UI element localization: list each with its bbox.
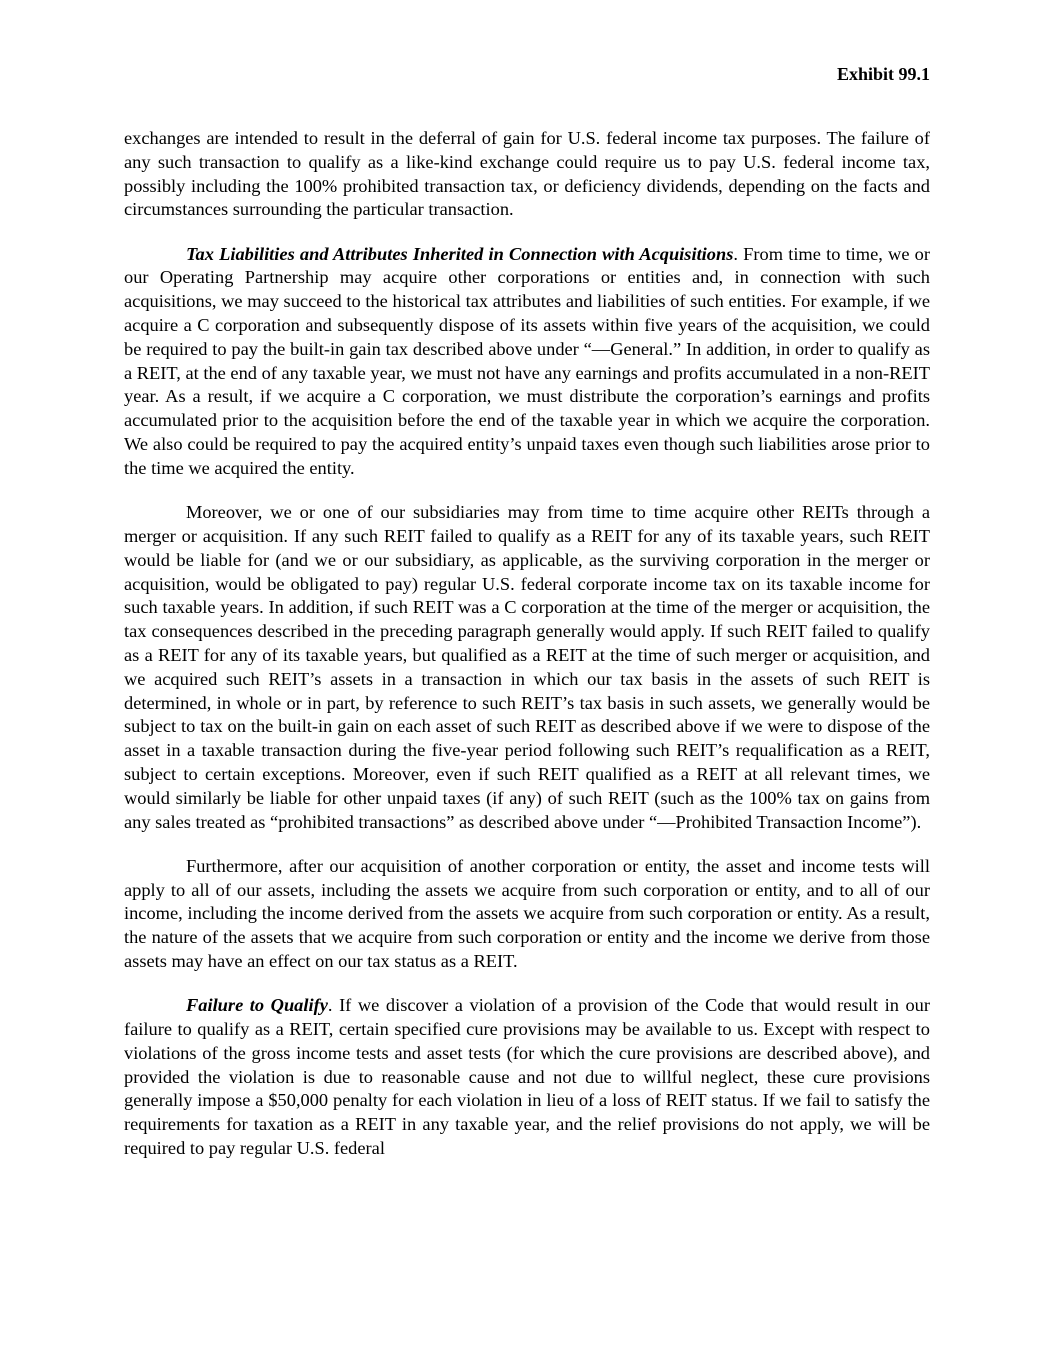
- paragraph-moreover: [124, 501, 930, 834]
- paragraph-text: exchanges are intended to result in the deferral of gain for U.S. federal income tax purposes. The failure of any such transaction to qualify as a like-kind exchange could require us to pay U.S. federal income tax, possibly including the 100% prohibited transaction tax, or deficiency dividends, depending on the facts and circumstances surrounding the particular transaction.: [124, 128, 930, 220]
- section-heading-tax-liabilities: Tax Liabilities and Attributes Inherited in Connection with Acquisitions: [186, 243, 734, 264]
- section-heading-failure-to-qualify: Failure to Qualify: [186, 995, 328, 1016]
- paragraph-text: Furthermore, after our acquisition of another corporation or entity, the asset and income tests will apply to all of our assets, including the assets we acquire from such corporation or entity, and to all of our income, including the income derived from the assets we acquire from such corporation or entity. As a result, the nature of the assets that we acquire from such corporation or entity and the income we derive from those assets may have an effect on our tax status as a REIT.: [124, 855, 930, 971]
- paragraph-continuation: [124, 127, 930, 222]
- paragraph-failure-to-qualify: [124, 994, 930, 1161]
- paragraph-text: Moreover, we or one of our subsidiaries may from time to time acquire other REITs through a merger or acquisition. If any such REIT failed to qualify as a REIT for any of its taxable years, such REIT would be liable for (and we or our subsidiary, as applicable, as the surviving corporation in the merger or acquisition, would be obligated to pay) regular U.S. federal corporate income tax on its taxable income for such taxable years. In addition, if such REIT was a C corporation at the time of the merger or acquisition, the tax consequences described in the preceding paragraph generally would apply. If such REIT failed to qualify as a REIT for any of its taxable years, but qualified as a REIT at the time of such merger or acquisition, and we acquired such REIT’s assets in a transaction in which our tax basis in the assets of such REIT is determined, in whole or in part, by reference to such REIT’s tax basis in such assets, we generally would be subject to tax on the built-in gain on each asset of such REIT as described above if we were to dispose of the asset in a taxable transaction during the five-year period following such REIT’s requalification as a REIT, subject to certain exceptions. Moreover, even if such REIT qualified as a REIT at all relevant times, we would similarly be liable for other unpaid taxes (if any) of such REIT (such as the 100% tax on gains from any sales treated as “prohibited transactions” as described above under “—Prohibited Transaction Income”).: [124, 502, 930, 832]
- paragraph-text: If we discover a violation of a provision of the Code that would result in our failure to qualify as a REIT, certain specified cure provisions may be available to us. Except with respect to violations of the gross income tests and asset tests (for which the cure provisions are described above), and provided the violation is due to reasonable cause and not due to willful neglect, these cure provisions generally impose a $50,000 penalty for each violation in lieu of a loss of REIT status. If we fail to satisfy the requirements for taxation as a REIT in any taxable year, and the relief provisions do not apply, we will be required to pay regular U.S. federal: [124, 995, 930, 1159]
- heading-separator: .: [327, 995, 340, 1016]
- heading-separator: .: [733, 243, 744, 264]
- paragraph-tax-liabilities: [124, 243, 930, 481]
- document-body: [124, 127, 930, 1181]
- exhibit-label: Exhibit 99.1: [836, 64, 930, 84]
- paragraph-furthermore: [124, 855, 930, 974]
- paragraph-text: From time to time, we or our Operating Partnership may acquire other corporations or entities and, in connection with such acquisitions, we may succeed to the historical tax attributes and liabilities of such entities. For example, if we acquire a C corporation and subsequently dispose of its assets within five years of the acquisition, we could be required to pay the built-in gain tax described above under “—General.” In addition, in order to qualify as a REIT, at the end of any taxable year, we must not have any earnings and profits accumulated in a non-REIT year. As a result, if we acquire a C corporation, we must distribute the corporation’s earnings and profits accumulated prior to the acquisition before the end of the taxable year in which we acquire the corporation. We also could be required to pay the acquired entity’s unpaid taxes even though such liabilities arose prior to the time we acquired the entity.: [124, 243, 930, 478]
